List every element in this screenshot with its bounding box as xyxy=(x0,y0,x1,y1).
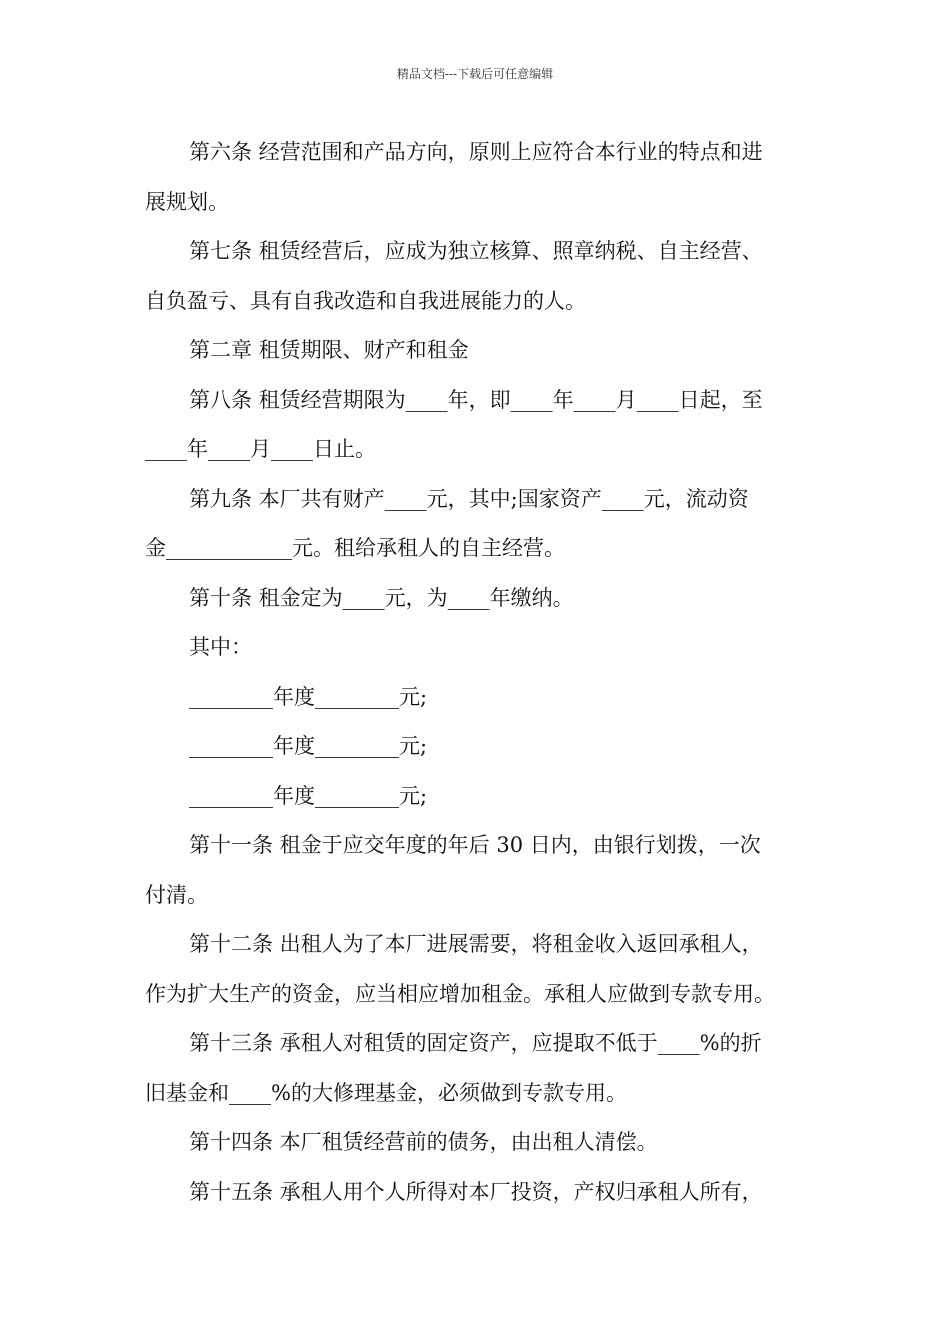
text-line: ________年度________元; xyxy=(189,734,428,758)
chapter-heading: 第二章 租赁期限、财产和租金 xyxy=(189,338,469,362)
text-line: 旧基金和____%的大修理基金，必须做到专款专用。 xyxy=(145,1080,627,1105)
text-line: ________年度________元; xyxy=(189,684,428,709)
text-line: 第六条 经营范围和产品方向，原则上应符合本行业的特点和进 xyxy=(189,140,763,164)
document-body xyxy=(145,128,810,1217)
text-line: 第十二条 出租人为了本厂进展需要，将租金收入返回承租人， xyxy=(189,932,763,956)
text-line: 金____________元。租给承租人的自主经营。 xyxy=(145,536,565,560)
page-header: 精品文档---下载后可任意编辑 xyxy=(396,67,554,81)
text-line: 第十四条 本厂租赁经营前的债务，由出租人清偿。 xyxy=(189,1130,658,1154)
text-line: 其中： xyxy=(189,635,252,659)
text-line: 第十三条 承租人对租赁的固定资产，应提取不低于____%的折 xyxy=(189,1031,762,1055)
text-line: 第七条 租赁经营后，应成为独立核算、照章纳税、自主经营、 xyxy=(189,239,763,263)
text-line: 第十五条 承租人用个人所得对本厂投资，产权归承租人所有， xyxy=(189,1179,763,1204)
text-line: 第八条 租赁经营期限为____年，即____年____月____日起，至 xyxy=(189,387,763,412)
text-line: 付清。 xyxy=(145,882,208,907)
text-line: 自负盈亏、具有自我改造和自我进展能力的人。 xyxy=(145,288,586,313)
text-line: ____年____月____日止。 xyxy=(145,437,376,461)
text-line: 第九条 本厂共有财产____元，其中;国家资产____元，流动资 xyxy=(189,486,749,511)
text-line: 第十条 租金定为____元，为____年缴纳。 xyxy=(189,585,574,610)
text-line: 第十一条 租金于应交年度的年后 30 日内，由银行划拨，一次 xyxy=(189,833,761,857)
text-line: 作为扩大生产的资金，应当相应增加租金。承租人应做到专款专用。 xyxy=(145,981,775,1006)
text-line: ________年度________元; xyxy=(189,783,428,808)
text-line: 展规划。 xyxy=(145,189,229,214)
